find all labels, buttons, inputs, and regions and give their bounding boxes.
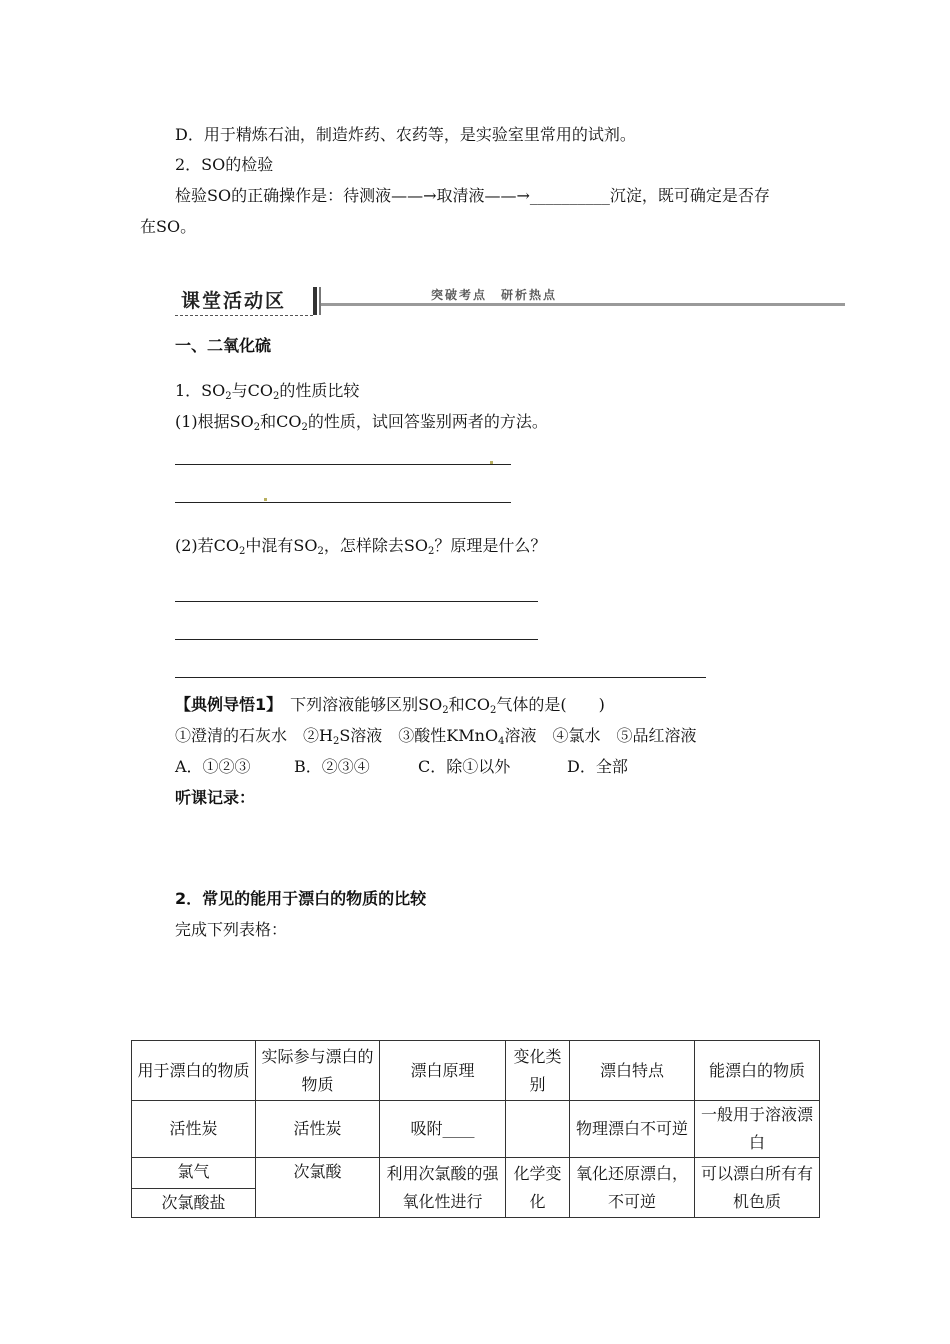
header-cell: 实际参与漂白的物质	[256, 1041, 380, 1101]
table-cell: 一般用于溶液漂白	[695, 1101, 820, 1158]
banner-underline	[175, 315, 313, 316]
header-cell: 变化类别	[506, 1041, 570, 1101]
table-row	[132, 1158, 820, 1218]
example-tag: 【典例导悟1】	[175, 695, 275, 714]
banner-subtitle: 突破考点 研析热点	[431, 288, 558, 302]
banner-rule	[321, 303, 845, 306]
header-cell: 用于漂白的物质	[132, 1041, 256, 1101]
header-cell: 能漂白的物质	[695, 1041, 820, 1101]
so-test-heading: 2．SO的检验	[175, 155, 274, 174]
answer-line[interactable]	[175, 502, 511, 503]
table-cell-blank[interactable]	[506, 1101, 570, 1158]
so-test-text-1: 检验SO的正确操作是：待测液——→取清液——→__________沉淀，既可确定是否存	[175, 186, 770, 205]
q1-heading: 1．$SO_2$与$CO_2$的性质比较	[175, 381, 360, 402]
table-cell-split	[132, 1158, 256, 1218]
answer-line[interactable]	[175, 639, 538, 640]
section-banner	[175, 283, 845, 323]
table-cell: 物理漂白不可逆	[570, 1101, 695, 1158]
bleach-comparison-table	[131, 1040, 820, 1218]
header-cell: 漂白特点	[570, 1041, 695, 1101]
option-b[interactable]: B．②③④	[294, 757, 370, 776]
mark-dot	[264, 498, 267, 501]
q1-part2: (2)若$CO_2$中混有$SO_2$，怎样除去$SO_2$？原理是什么？	[175, 536, 547, 557]
table-cell: 次氯酸盐	[161, 1193, 226, 1212]
option-c[interactable]: C．除①以外	[418, 757, 511, 776]
table-row	[132, 1101, 820, 1158]
option-d[interactable]: D．全部	[567, 757, 628, 776]
example-stem: 【典例导悟1】 下列溶液能够区别$SO_2$和$CO_2$气体的是( )	[175, 695, 605, 716]
bleach-heading: 2．常见的能用于漂白的物质的比较	[175, 889, 427, 908]
table-cell: 活性炭	[256, 1101, 380, 1158]
table-cell: 化学变化	[506, 1158, 570, 1218]
answer-line[interactable]	[175, 464, 511, 465]
table-cell: 氧化还原漂白，不可逆	[570, 1158, 695, 1218]
table-instruction: 完成下列表格：	[175, 920, 288, 939]
table-cell: 活性炭	[132, 1101, 256, 1158]
table-cell: 氯气	[132, 1158, 255, 1189]
table-cell: 可以漂白所有有机色质	[695, 1158, 820, 1218]
q1-part1: (1)根据$SO_2$和$CO_2$的性质，试回答鉴别两者的方法。	[175, 412, 548, 433]
section-title-so2: 一、二氧化硫	[175, 336, 272, 355]
answer-line[interactable]	[175, 601, 538, 602]
banner-title: 课堂活动区	[181, 290, 287, 312]
table-cell: 利用次氯酸的强氧化性进行	[380, 1158, 506, 1218]
table-cell[interactable]: 吸附____	[380, 1101, 506, 1158]
answer-line[interactable]	[175, 677, 706, 678]
mark-dot	[490, 461, 493, 464]
option-a[interactable]: A．①②③	[175, 757, 251, 776]
notes-label: 听课记录：	[175, 788, 256, 807]
banner-divider	[313, 287, 317, 315]
example-items: ①澄清的石灰水 $②H_2S$溶液 ③酸性KMnO$_4$溶液 ④氯水 ⑤品红溶液	[175, 726, 697, 747]
table-header-row	[132, 1041, 820, 1101]
banner-divider-thin	[319, 287, 321, 315]
header-cell: 漂白原理	[380, 1041, 506, 1101]
table-cell: 次氯酸	[256, 1158, 380, 1218]
option-d-line: D．用于精炼石油，制造炸药、农药等，是实验室里常用的试剂。	[175, 125, 636, 144]
so-test-text-2: 在SO。	[140, 217, 197, 236]
